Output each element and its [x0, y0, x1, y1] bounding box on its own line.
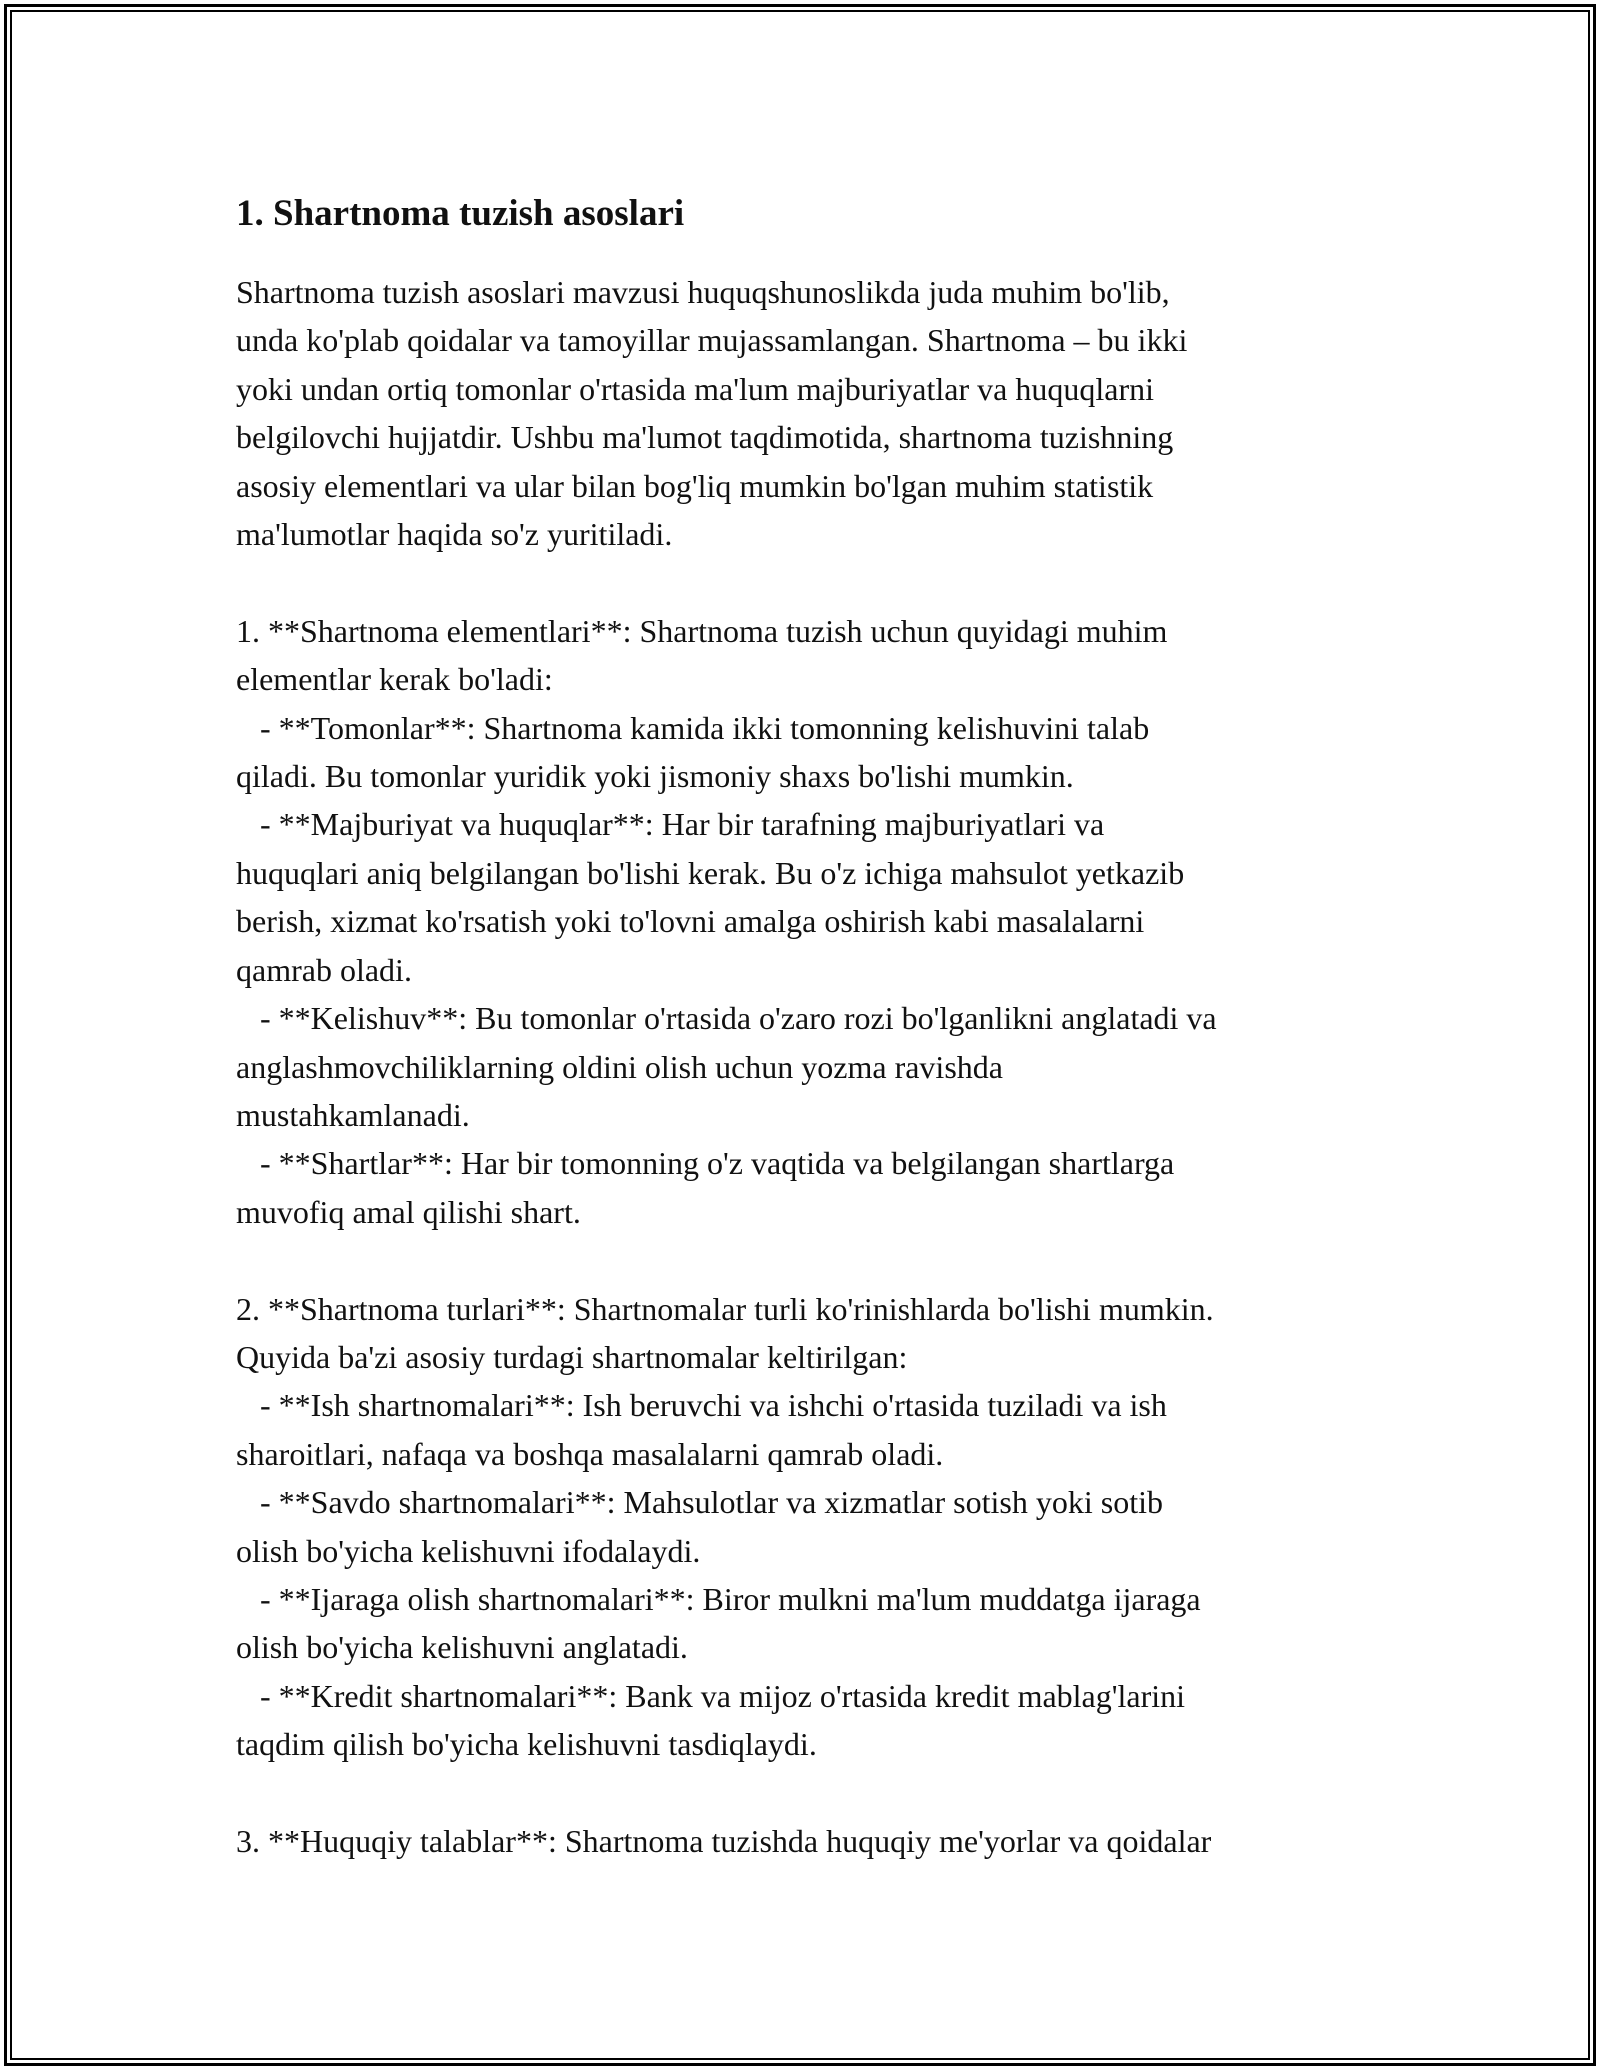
document-body-text: Shartnoma tuzish asoslari mavzusi huquqshunoslikda juda muhim bo'lib, unda ko'plab qoidalar va tamoyillar mujassamlangan. Shartnoma – bu ikki yoki undan ortiq tomonlar o'rtasida ma'lum majburiyatlar va huquqlarni belgilovchi hujjatdir. Ushbu ma'lumot taqdimotida, shartnoma tuzishning asosiy elementlari va ular bilan bog'liq mumkin bo'lgan muhim statistik ma'lumotlar haqida so'z yuritiladi. 1. **Shartnoma elementlari**: Shartnoma tuzish uchun quyidagi muhim elementlar kerak bo'ladi: - **Tomonlar**: Shartnoma kamida ikki tomonning kelishuvini talab qiladi. Bu tomonlar yuridik yoki jismoniy shaxs bo'lishi mumkin. - **Majburiyat va huquqlar**: Har bir tarafning majburiyatlari va huquqlari aniq belgilangan bo'lishi kerak. Bu o'z ichiga mahsulot yetkazib berish, xizmat ko'rsatish yoki to'lovni amalga oshirish kabi masalalarni qamrab oladi. - **Kelishuv**: Bu tomonlar o'rtasida o'zaro rozi bo'lganlikni anglatadi va anglashmovchiliklarning oldini olish uchun yozma ravishda mustahkamlanadi. - **Shartlar**: Har bir tomonning o'z vaqtida va belgilangan shartlarga muvofiq amal qilishi shart. 2. **Shartnoma turlari**: Shartnomalar turli ko'rinishlarda bo'lishi mumkin. Quyida ba'zi asosiy turdagi shartnomalar keltirilgan: - **Ish shartnomalari**: Ish beruvchi va ishchi o'rtasida tuziladi va ish sharoitlari, nafaqa va boshqa masalalarni qamrab oladi. - **Savdo shartnomalari**: Mahsulotlar va xizmatlar sotish yoki sotib olish bo'yicha kelishuvni ifodalaydi. - **Ijaraga olish shartnomalari**: Biror mulkni ma'lum muddatga ijaraga olish bo'yicha kelishuvni anglatadi. - **Kredit shartnomalari**: Bank va mijoz o'rtasida kredit mablag'larini taqdim qilish bo'yicha kelishuvni tasdiqlaydi. 3. **Huquqiy talablar**: Shartnoma tuzishda huquqiy me'yorlar va qoidalar	[236, 274, 1217, 1859]
document-content	[236, 182, 1376, 1865]
document-heading: 1. Shartnoma tuzish asoslari	[236, 193, 685, 234]
